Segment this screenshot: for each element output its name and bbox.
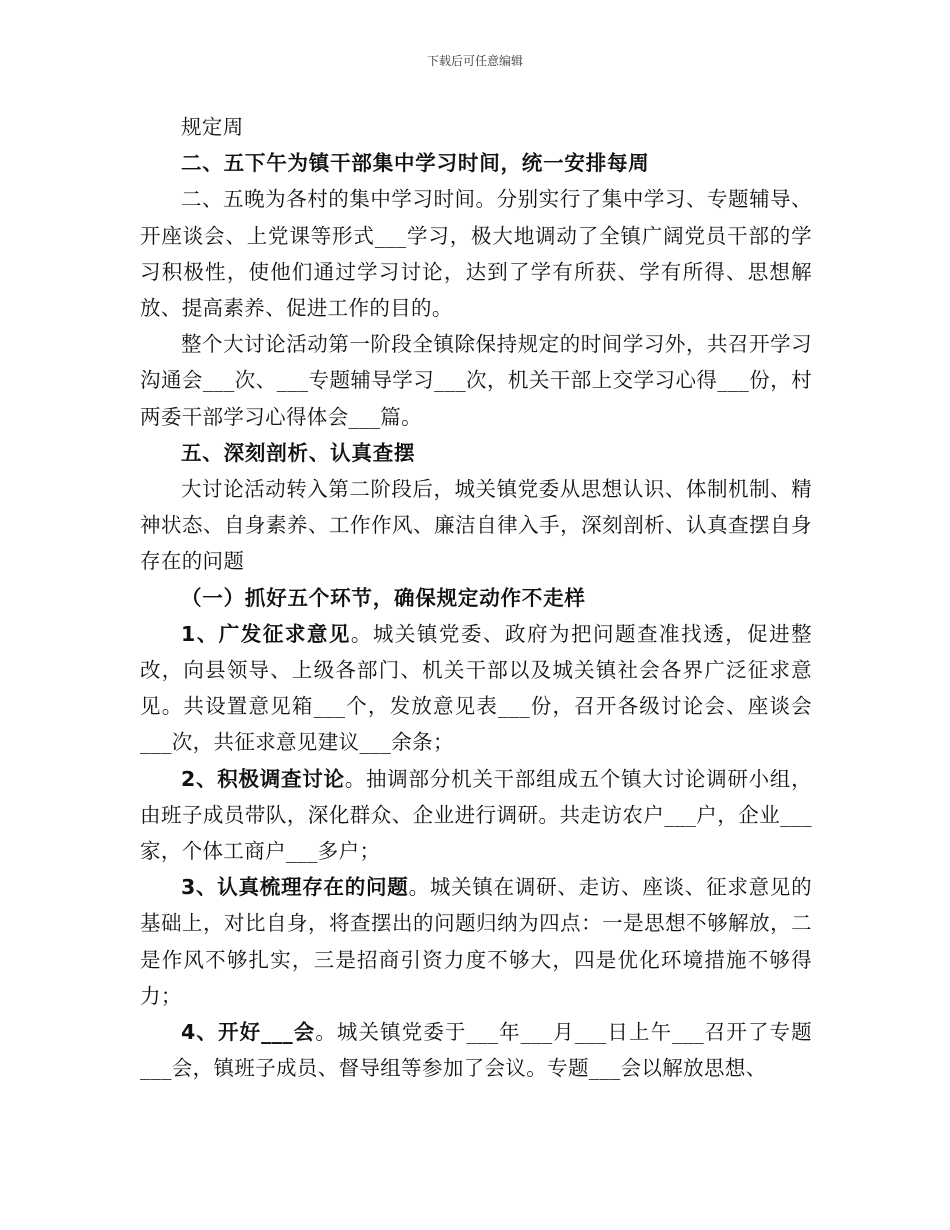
item-2-title: 2、积极调查讨论 <box>181 766 345 791</box>
item-4-text: 。城关镇党委于___年___月___日上午___召开了专题___会，镇班子成员、督导组等参加了会议。专题___会以解放思想、 <box>140 1020 812 1081</box>
item-1 <box>140 616 812 761</box>
document-body <box>140 109 812 1086</box>
page-header: 下载后可任意编辑 <box>426 54 523 68</box>
item-4 <box>140 1014 812 1086</box>
item-3-text: 。城关镇在调研、走访、座谈、征求意见的基础上，对比自身，将查摆出的问题归纳为四点：一是思想不够解放，二是作风不够扎实，三是招商引资力度不够大，四是优化环境措施不够得力； <box>140 875 812 1008</box>
paragraph-3: 二、五晚为各村的集中学习时间。分别实行了集中学习、专题辅导、开座谈会、上党课等形式___学习，极大地调动了全镇广阔党员干部的学习积极性，使他们通过学习讨论，达到了学有所获、学有所得、思想解放、提高素养、促进工作的目的。 <box>140 187 812 321</box>
section-heading-5: 五、深刻剖析、认真查摆 <box>181 440 416 465</box>
paragraph-4: 整个大讨论活动第一阶段全镇除保持规定的时间学习外，共召开学习沟通会___次、___专题辅导学习___次，机关干部上交学习心得___份，村两委干部学习心得体会___篇。 <box>140 332 812 429</box>
item-4-title: 4、开好___会 <box>181 1020 316 1045</box>
subsection-heading-1: （一）抓好五个环节，确保规定动作不走样 <box>181 585 586 610</box>
item-3 <box>140 869 812 1014</box>
item-3-title: 3、认真梳理存在的问题 <box>181 875 409 900</box>
item-1-text: 。城关镇党委、政府为把问题查准找透，促进整改，向县领导、上级各部门、机关干部以及城关镇社会各界广泛征求意见。共设置意见箱___个，发放意见表___份，召开各级讨论会、座谈会___次，共征求意见建议___余条； <box>140 621 812 755</box>
paragraph-1: 规定周 <box>181 115 244 139</box>
item-2-text: 。抽调部分机关干部组成五个镇大讨论调研小组，由班子成员带队，深化群众、企业进行调研。共走访农户___户，企业___家，个体工商户___多户； <box>140 766 812 864</box>
paragraph-6: 大讨论活动转入第二阶段后，城关镇党委从思想认识、体制机制、精神状态、自身素养、工作作风、廉洁自律入手，深刻剖析、认真查摆自身存在的问题 <box>140 477 812 574</box>
item-1-title: 1、广发征求意见 <box>181 621 351 646</box>
item-2 <box>140 761 812 870</box>
heading-schedule: 二、五下午为镇干部集中学习时间，统一安排每周 <box>181 151 650 176</box>
